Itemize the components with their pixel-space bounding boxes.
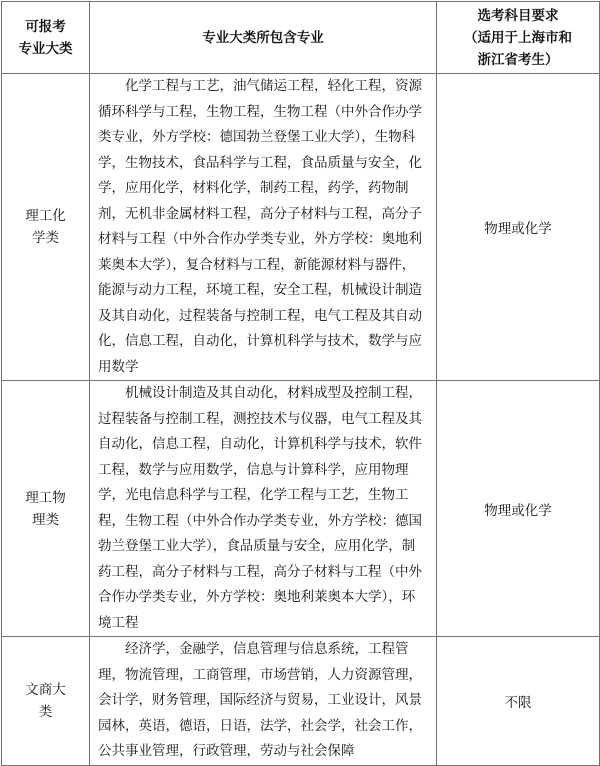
table-row <box>2 74 600 381</box>
majors-table <box>1 1 600 766</box>
header-requirement: 选考科目要求 （适用于上海市和 浙江省考生） <box>437 2 600 74</box>
majors-cell: 化学工程与工艺，油气储运工程，轻化工程，资源 循环科学与工程，生物工程，生物工程（中外合作办学 类专业，外方学校：德国勃兰登堡工业大学），生物科 学，生物技术，食品科学与工程，食品质量与安全，化 学，应用化学，材料化学，制药工程，药学，药物制 剂，无机非金属材料工程，高分子材料与工程，高分子 材料与工程（中外合作办学类专业，外方学校：奥地利 莱奥本大学），复合材料与工程，新能源材料与器件， 能源与动力工程，环境工程，安全工程，机械设计制造 及其自动化，过程装备与控制工程，电气工程及其自动 化，信息工程，自动化，计算机科学与技术，数学与应 用数学 <box>90 74 437 381</box>
majors-cell: 经济学，金融学，信息管理与信息系统，工程管 理，物流管理，工商管理，市场营销，人力资源管理， 会计学，财务管理，国际经济与贸易，工业设计，风景 园林，英语，德语，日语，法学，社会学，社会工作， 公共事业管理，行政管理，劳动与社会保障 <box>90 637 437 766</box>
category-cell: 文商大 类 <box>2 637 90 766</box>
requirement-cell: 不限 <box>437 637 600 766</box>
table-row <box>2 381 600 637</box>
header-majors: 专业大类所包含专业 <box>90 2 437 74</box>
majors-cell: 机械设计制造及其自动化，材料成型及控制工程， 过程装备与控制工程，测控技术与仪器，电气工程及其 自动化，信息工程，自动化，计算机科学与技术，软件 工程，数学与应用数学，信息与计算科学，应用物理 学，光电信息科学与工程，化学工程与工艺，生物工 程，生物工程（中外合作办学类专业，外方学校：德国 勃兰登堡工业大学），食品质量与安全，应用化学，制 药工程，高分子材料与工程，高分子材料与工程（中外 合作办学类专业，外方学校：奥地利莱奥本大学），环 境工程 <box>90 381 437 637</box>
requirement-cell: 物理或化学 <box>437 381 600 637</box>
table-row <box>2 637 600 766</box>
category-cell: 理工物 理类 <box>2 381 90 637</box>
category-cell: 理工化 学类 <box>2 74 90 381</box>
requirement-cell: 物理或化学 <box>437 74 600 381</box>
header-category: 可报考 专业大类 <box>2 2 90 74</box>
table-header-row <box>2 2 600 74</box>
